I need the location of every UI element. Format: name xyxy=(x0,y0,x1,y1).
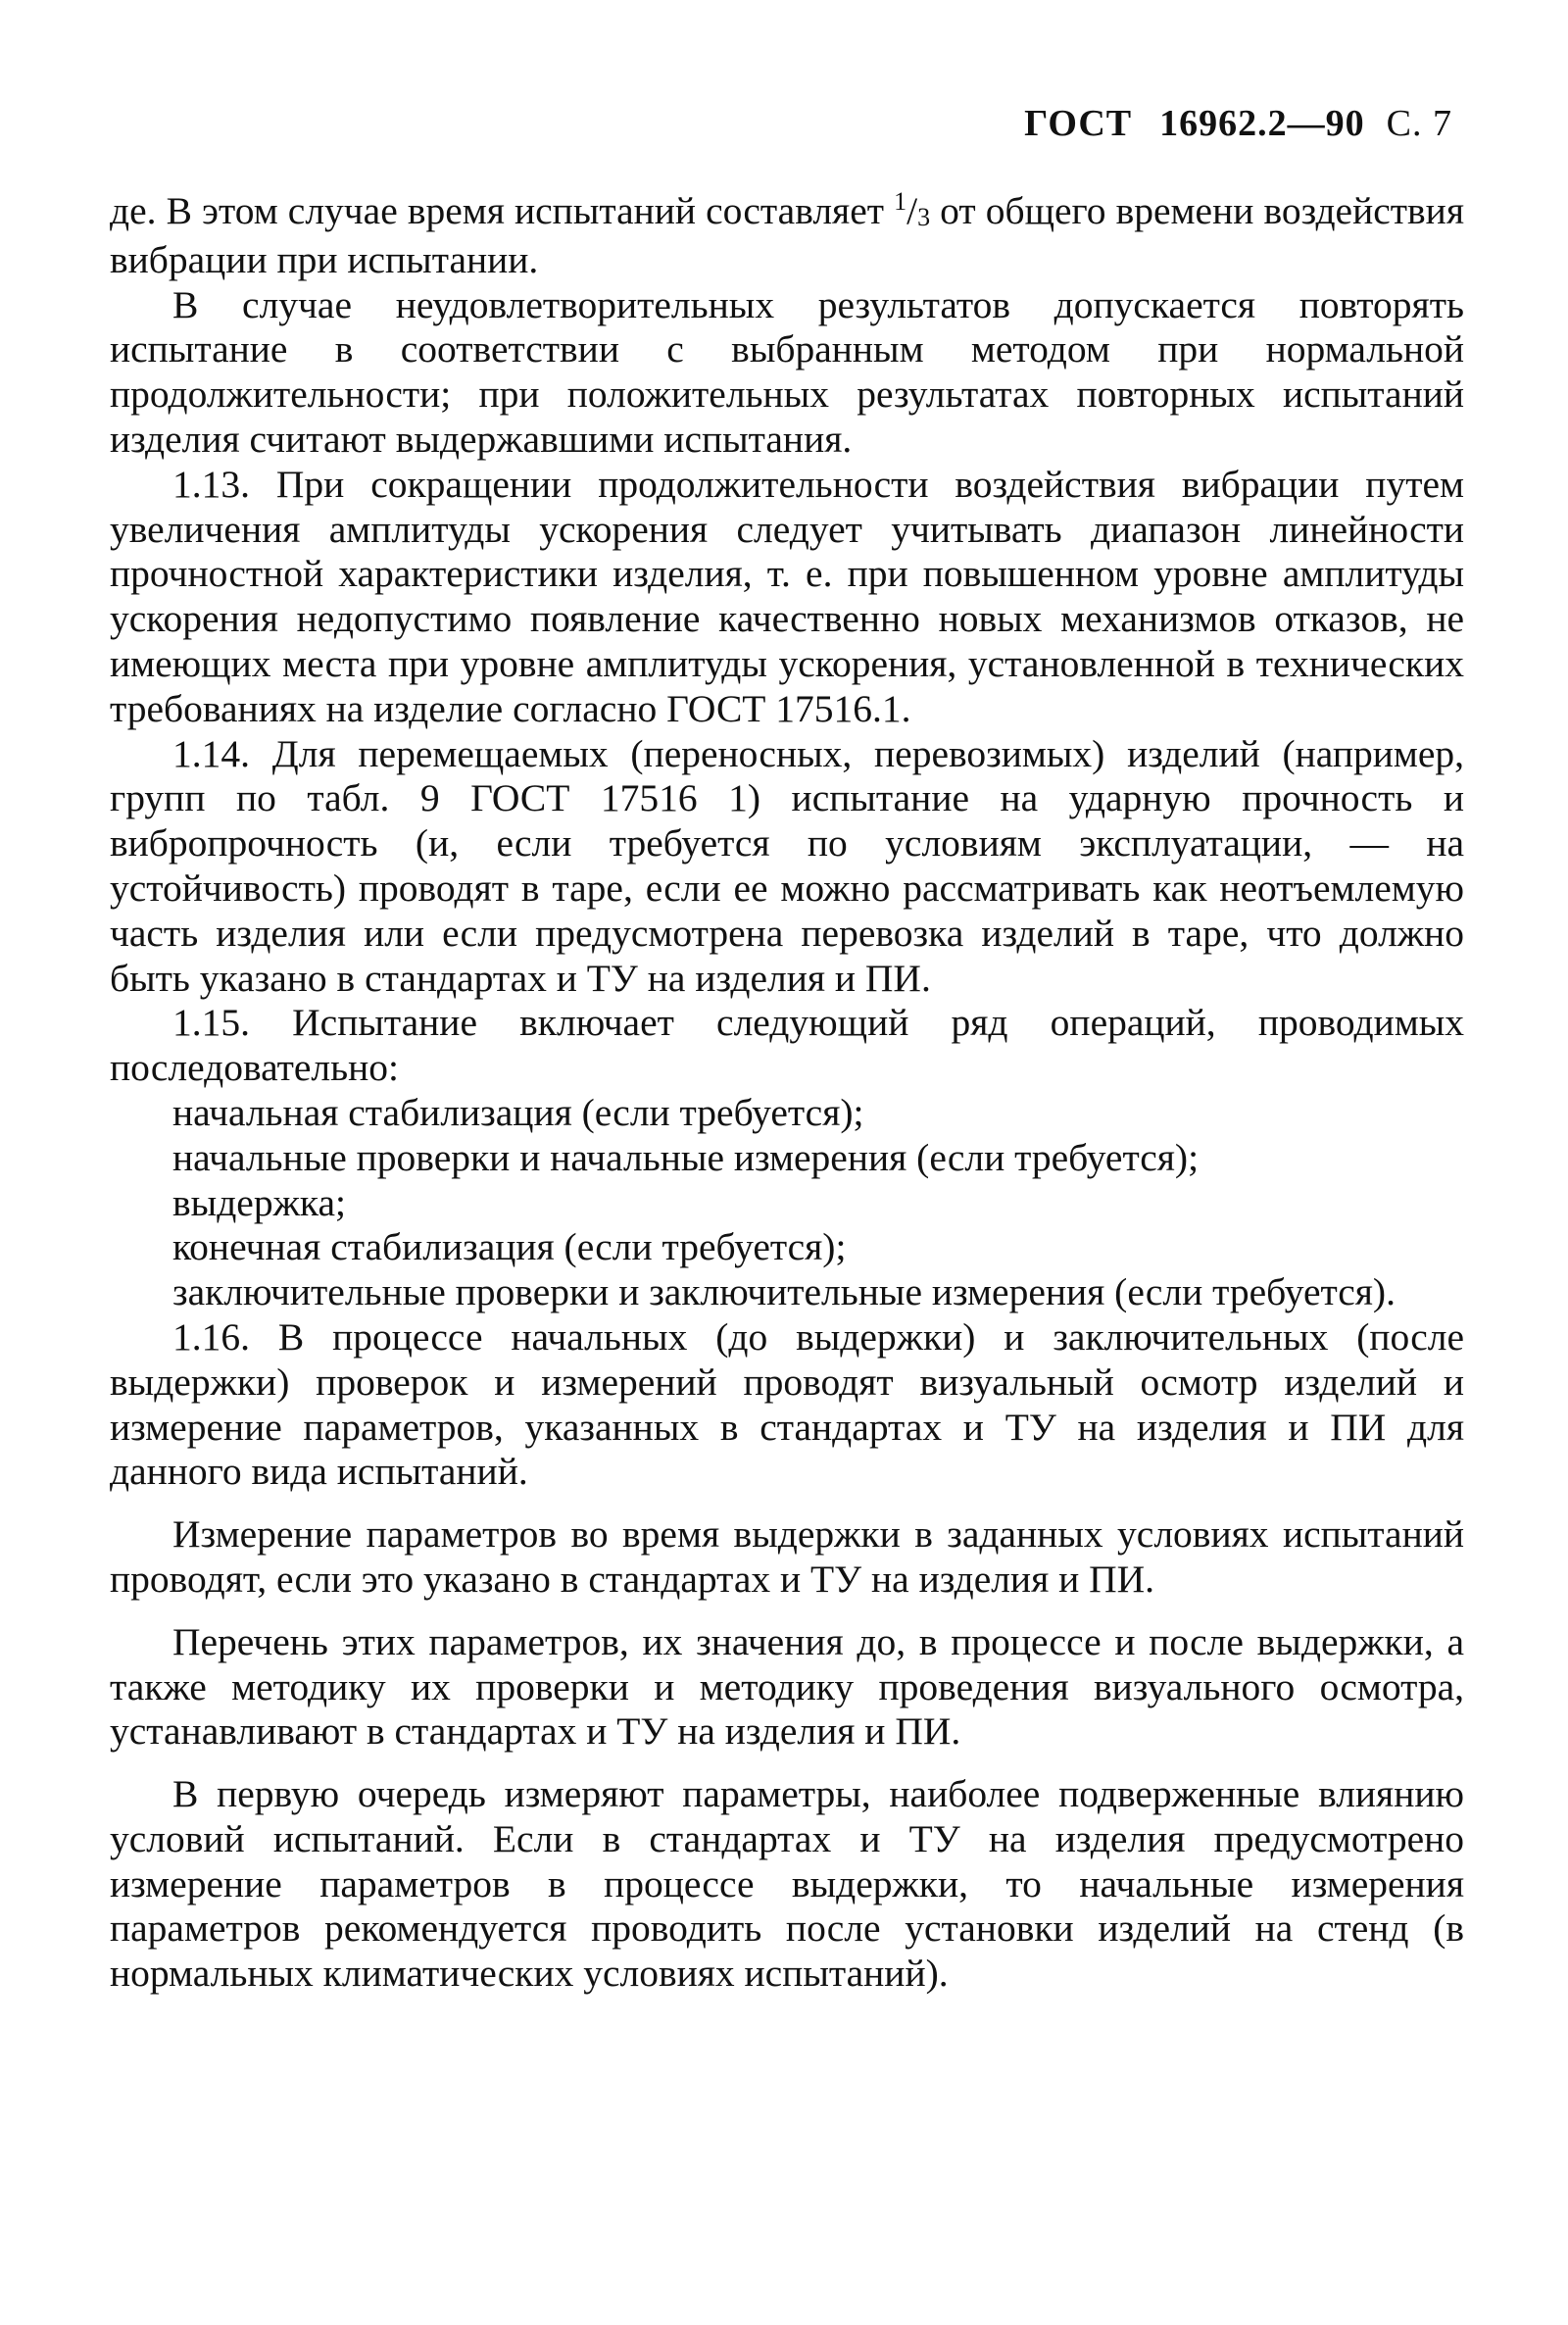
document-body xyxy=(110,189,1464,1997)
paragraph-text: от общего времени воздействия вибрации при испытании. xyxy=(110,189,1464,281)
standard-number: 16962.2—90 xyxy=(1159,103,1365,144)
paragraph-parameter-list: Перечень этих параметров, их значения до, в процессе и после выдержки, а также методику их проверки и методику проведения визуального осмотра, устанавливают в стандартах и ТУ на изделия и ПИ. xyxy=(110,1619,1464,1754)
page-number: С. 7 xyxy=(1386,103,1452,144)
fraction-denominator: 3 xyxy=(917,203,931,231)
list-item: начальные проверки и начальные измерения (если требуется); xyxy=(172,1135,1200,1179)
list-item: заключительные проверки и заключительные измерения (если требуется). xyxy=(172,1270,1396,1314)
list-item: начальная стабилизация (если требуется); xyxy=(172,1090,864,1134)
clause-1-14: 1.14. Для перемещаемых (переносных, перевозимых) изделий (например, групп по табл. 9 ГОСТ 17516 1) испытание на ударную прочность и вибропрочность (и, если требуется по условиям эксплуатации, — на устойчивость) проводят в таре, если ее можно рассматривать как неотъемлемую часть изделия или если предусмотрена перевозка изделий в таре, что должно быть указано в стандартах и ТУ на изделия и ПИ. xyxy=(110,731,1464,1000)
paragraph-retest: В случае неудовлетворительных результатов допускается повторять испытание в соответствии с выбранным методом при нормальной продолжительности; при положительных результатах повторных испытаний изделия считают выдержавшими испытания. xyxy=(110,282,1464,461)
fraction-slash: / xyxy=(906,189,918,232)
list-item: конечная стабилизация (если требуется); xyxy=(172,1225,847,1269)
paragraph-text: де. В этом случае время испытаний составляет xyxy=(110,189,895,232)
list-item: выдержка; xyxy=(172,1180,346,1224)
fraction-numerator: 1 xyxy=(894,187,907,216)
paragraph-priority: В первую очередь измеряют параметры, наиболее подверженные влиянию условий испытаний. Если в стандартах и ТУ на изделия предусмотрено измерение параметров в процессе выдержки, то начальные измерения параметров рекомендуется проводить после установки изделий на стенд (в нормальных климатических условиях испытаний). xyxy=(110,1772,1464,1996)
paragraph-continuation xyxy=(110,189,1464,283)
running-header xyxy=(1024,102,1452,145)
clause-1-13: 1.13. При сокращении продолжительности воздействия вибрации путем увеличения амплитуды ускорения следует учитывать диапазон линейности прочностной характеристики изделия, т. е. при повышенном уровне амплитуды ускорения недопустимо появление качественно новых механизмов отказов, не имеющих места при уровне амплитуды ускорения, установленной в технических требованиях на изделие согласно ГОСТ 17516.1. xyxy=(110,462,1464,730)
standard-label: ГОСТ xyxy=(1024,103,1133,144)
paragraph-measurement: Измерение параметров во время выдержки в заданных условиях испытаний проводят, если это указано в стандартах и ТУ на изделия и ПИ. xyxy=(110,1512,1464,1601)
clause-1-16: 1.16. В процессе начальных (до выдержки) и заключительных (после выдержки) проверок и измерений проводят визуальный осмотр изделий и измерение параметров, указанных в стандартах и ТУ на изделия и ПИ для данного вида испытаний. xyxy=(110,1314,1464,1494)
clause-1-15: 1.15. Испытание включает следующий ряд операций, проводимых последовательно: xyxy=(110,1001,1464,1090)
